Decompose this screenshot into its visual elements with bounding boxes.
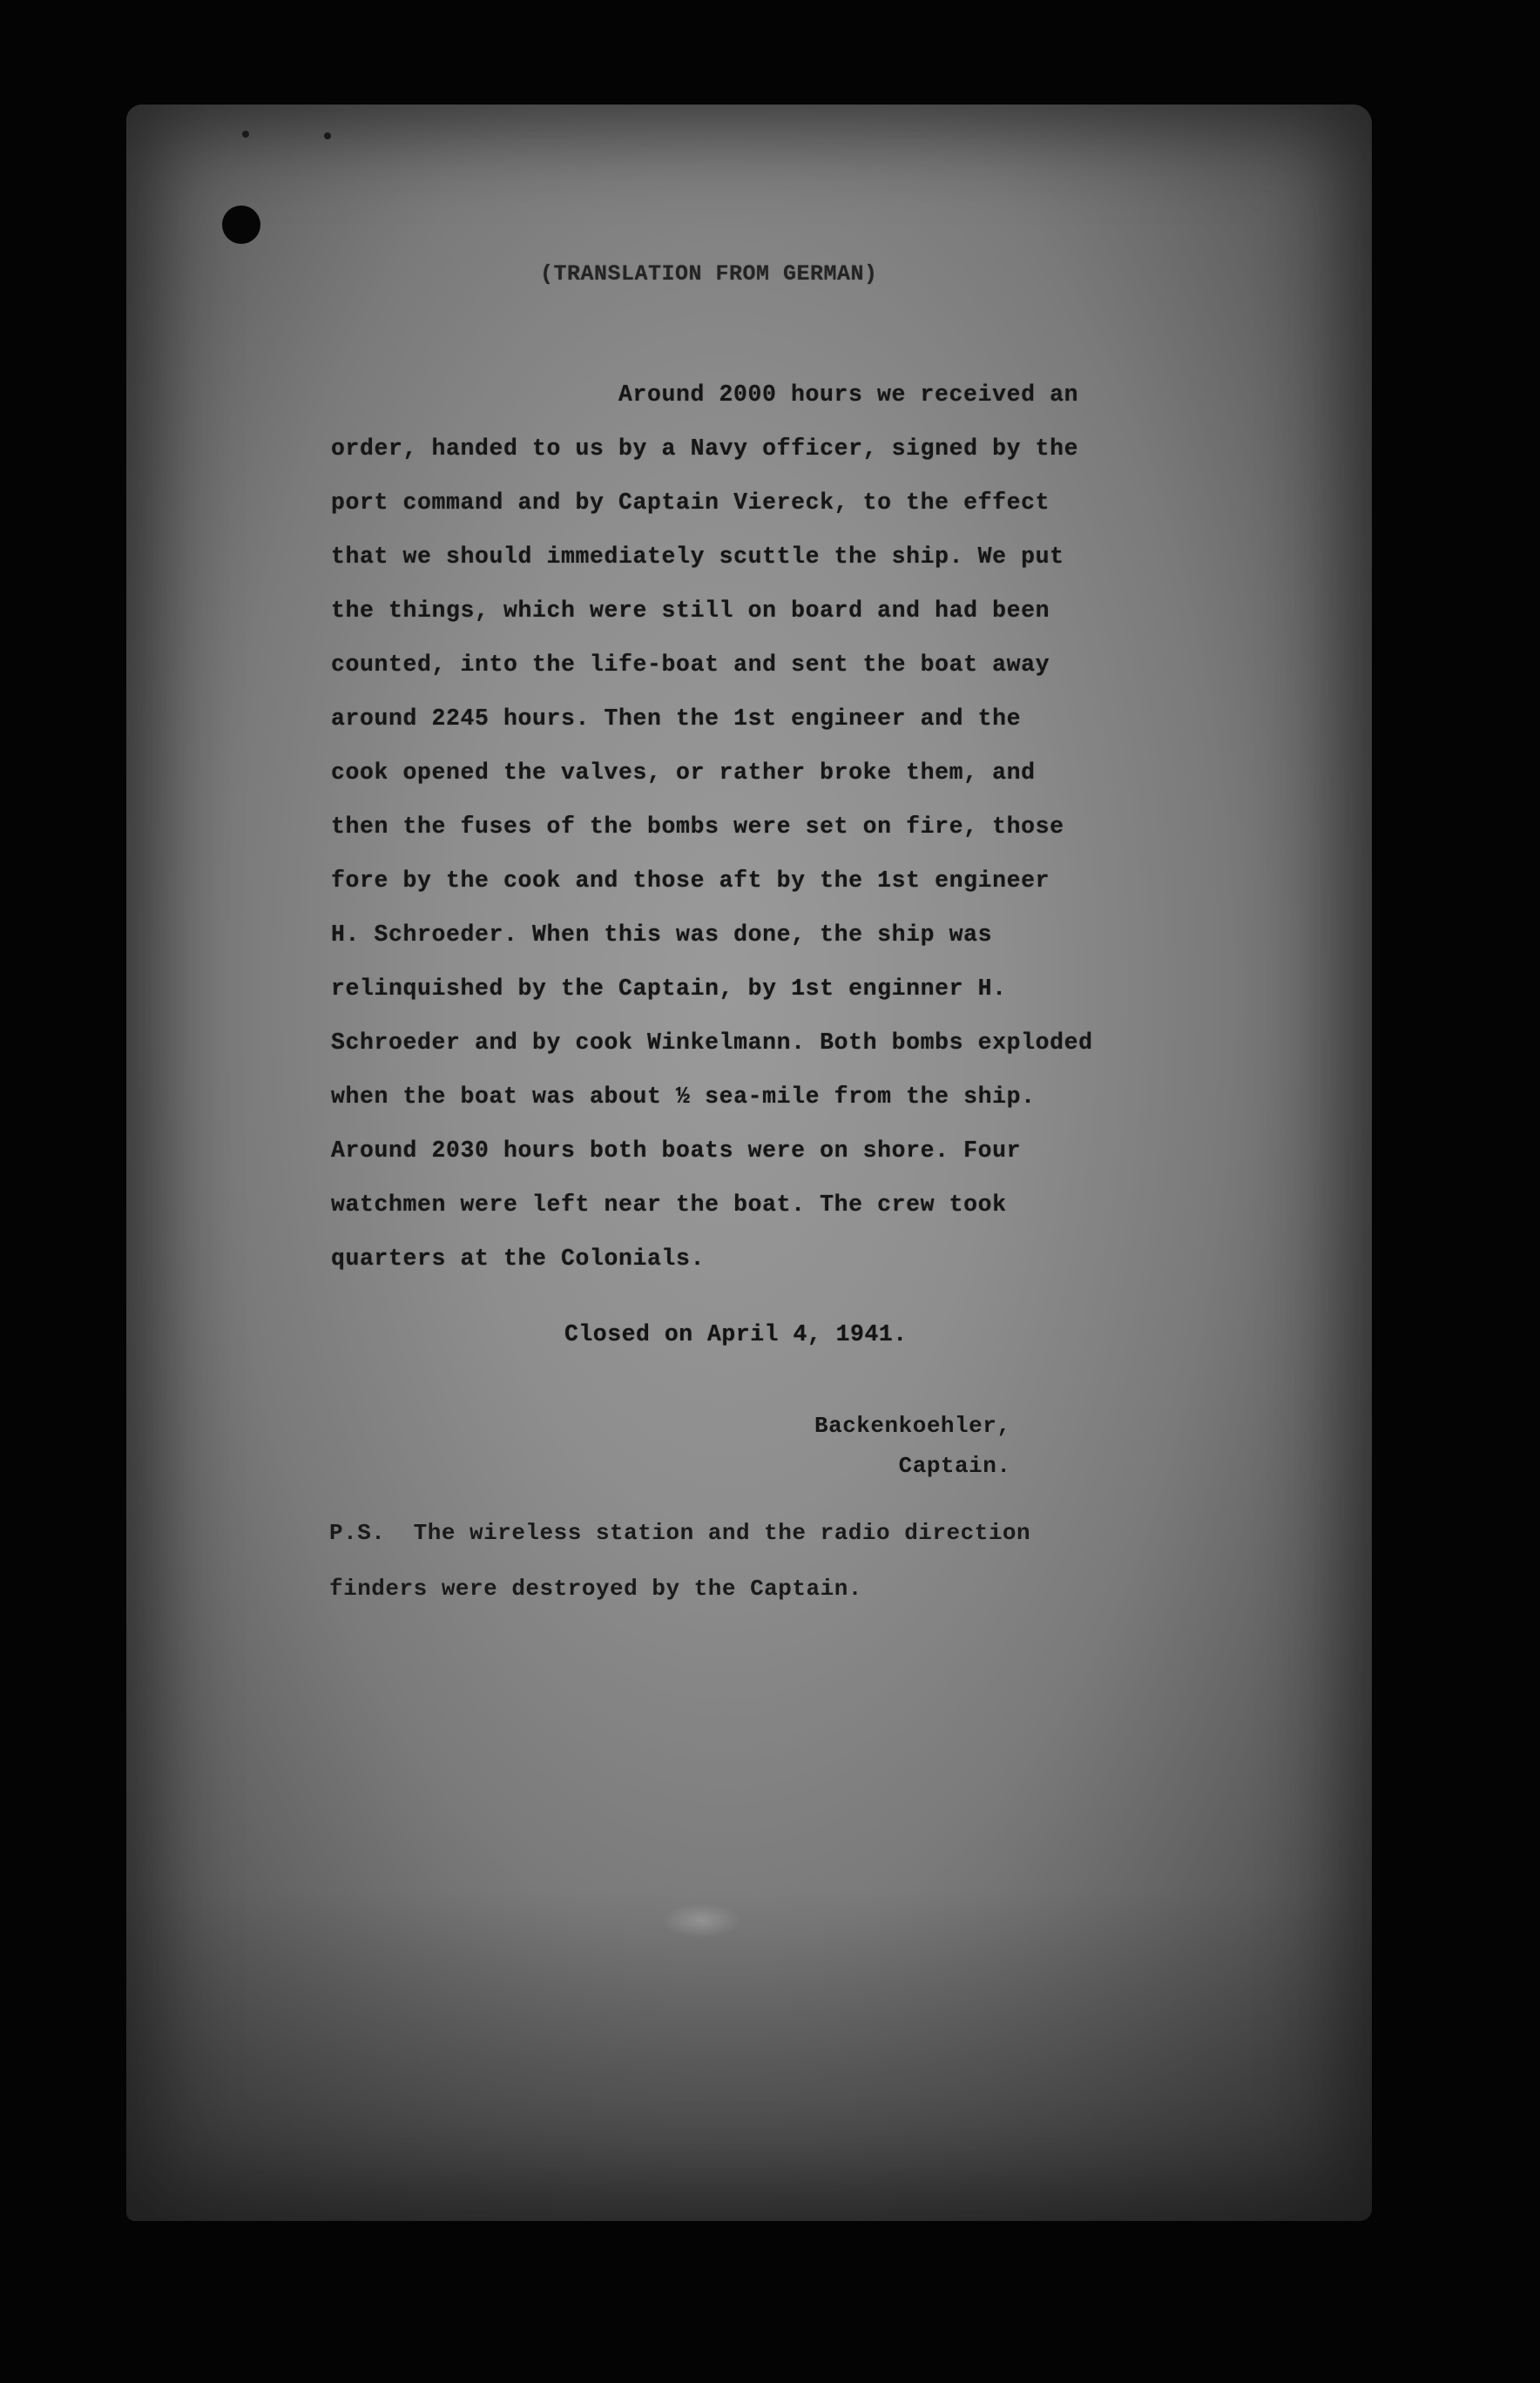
closing-date-line: Closed on April 4, 1941. [564,1321,908,1347]
document-body [331,368,1093,1286]
postscript-line: P.S. The wireless station and the radio direction [329,1520,1031,1546]
body-line: cook opened the valves, or rather broke them, and [331,759,1036,786]
signatory-title: Captain. [898,1453,1011,1479]
body-line: H. Schroeder. When this was done, the ship was [331,921,993,948]
body-line: Around 2030 hours both boats were on shore. Four [331,1137,1022,1164]
signature-block [814,1406,1010,1486]
body-line: then the fuses of the bombs were set on fire, those [331,813,1064,840]
punch-hole [222,206,260,244]
paper-stain [662,1903,740,1938]
postscript-line: finders were destroyed by the Captain. [329,1576,862,1602]
body-line: port command and by Captain Viereck, to the effect [331,489,1050,516]
body-line: that we should immediately scuttle the ship. We put [331,543,1064,570]
page-shadow [126,1890,1372,2221]
body-line: counted, into the life-boat and sent the boat away [331,651,1050,678]
postscript [329,1505,1030,1617]
body-line: order, handed to us by a Navy officer, signed by the [331,435,1079,462]
body-line: fore by the cook and those aft by the 1st engineer [331,867,1050,894]
body-line: quarters at the Colonials. [331,1246,706,1272]
document-heading: (TRANSLATION FROM GERMAN) [540,261,878,287]
dust-speck [242,131,249,138]
body-line: the things, which were still on board and had been [331,597,1050,624]
body-line: watchmen were left near the boat. The crew took [331,1192,1007,1218]
body-line: Schroeder and by cook Winkelmann. Both bombs exploded [331,1029,1093,1056]
body-line: around 2245 hours. Then the 1st engineer and the [331,705,1022,732]
body-line: relinquished by the Captain, by 1st enginner H. [331,975,1007,1002]
signatory-name: Backenkoehler, [814,1413,1011,1439]
body-line: when the boat was about ½ sea-mile from the ship. [331,1083,1036,1110]
body-line: Around 2000 hours we received an [618,381,1079,408]
dust-speck [324,132,331,139]
